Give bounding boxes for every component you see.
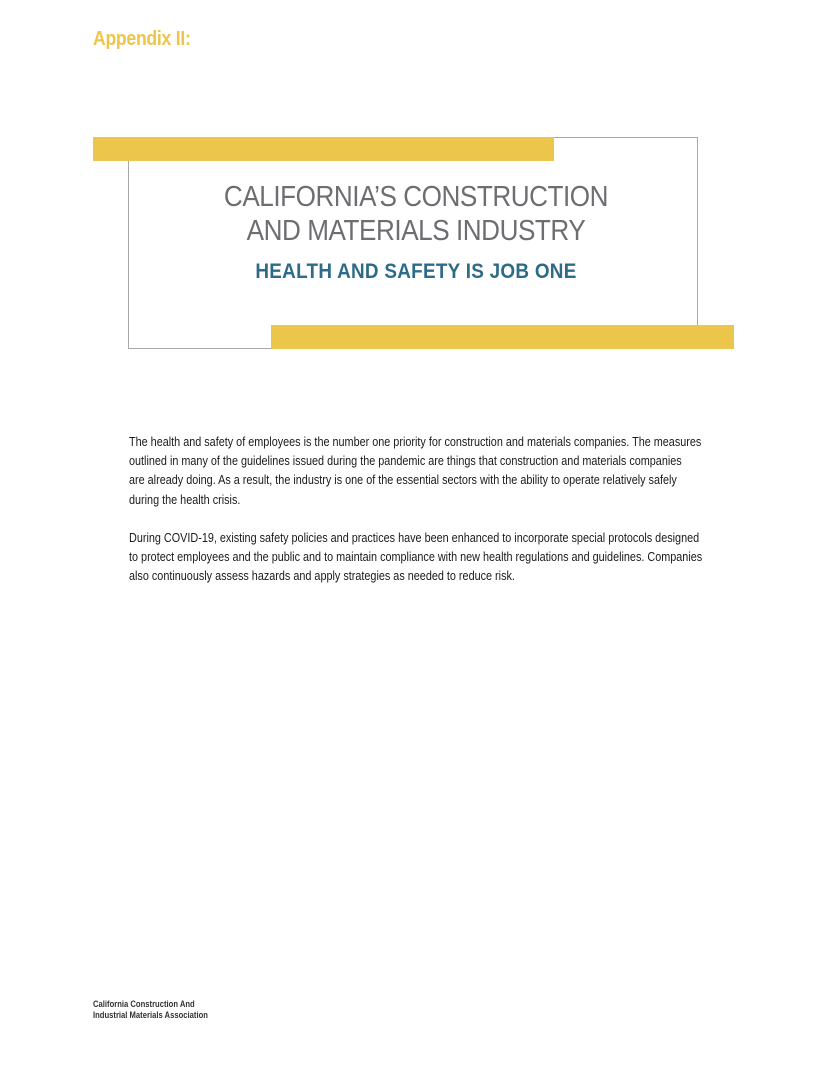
paragraph-2-line: to protect employees and the public and to maintain compliance with new health regulations and guidelines. Companies (129, 550, 703, 565)
paragraph-2-line: also continuously assess hazards and apply strategies as needed to reduce risk. (129, 569, 515, 584)
footer-org-line-2: Industrial Materials Association (93, 1010, 208, 1020)
body-text (129, 433, 703, 605)
page-title-line-1: CALIFORNIA’S CONSTRUCTION (223, 181, 609, 213)
accent-bar-bottom (271, 325, 734, 349)
appendix-label: Appendix II: (93, 28, 191, 50)
footer-org-line-1: California Construction And (93, 999, 195, 1009)
paragraph-2-line: During COVID-19, existing safety policies and practices have been enhanced to incorporate special protocols designed (129, 530, 700, 545)
paragraph-1-line: during the health crisis. (129, 492, 241, 507)
footer-organization (93, 999, 208, 1021)
title-block (128, 180, 704, 284)
page-title-line-2: AND MATERIALS INDUSTRY (246, 215, 586, 247)
paragraph-1-line: The health and safety of employees is the number one priority for construction and materials companies. The measures (129, 435, 702, 449)
paragraph-1-line: are already doing. As a result, the industry is one of the essential sectors with the ability to operate relatively safely (129, 473, 677, 488)
paragraph-1-line: outlined in many of the guidelines issued during the pandemic are things that construction and materials companies (129, 454, 682, 469)
accent-bar-top (93, 137, 554, 161)
page-subtitle: HEALTH AND SAFETY IS JOB ONE (255, 260, 577, 283)
paragraph-2 (129, 529, 703, 587)
paragraph-1 (129, 433, 702, 510)
